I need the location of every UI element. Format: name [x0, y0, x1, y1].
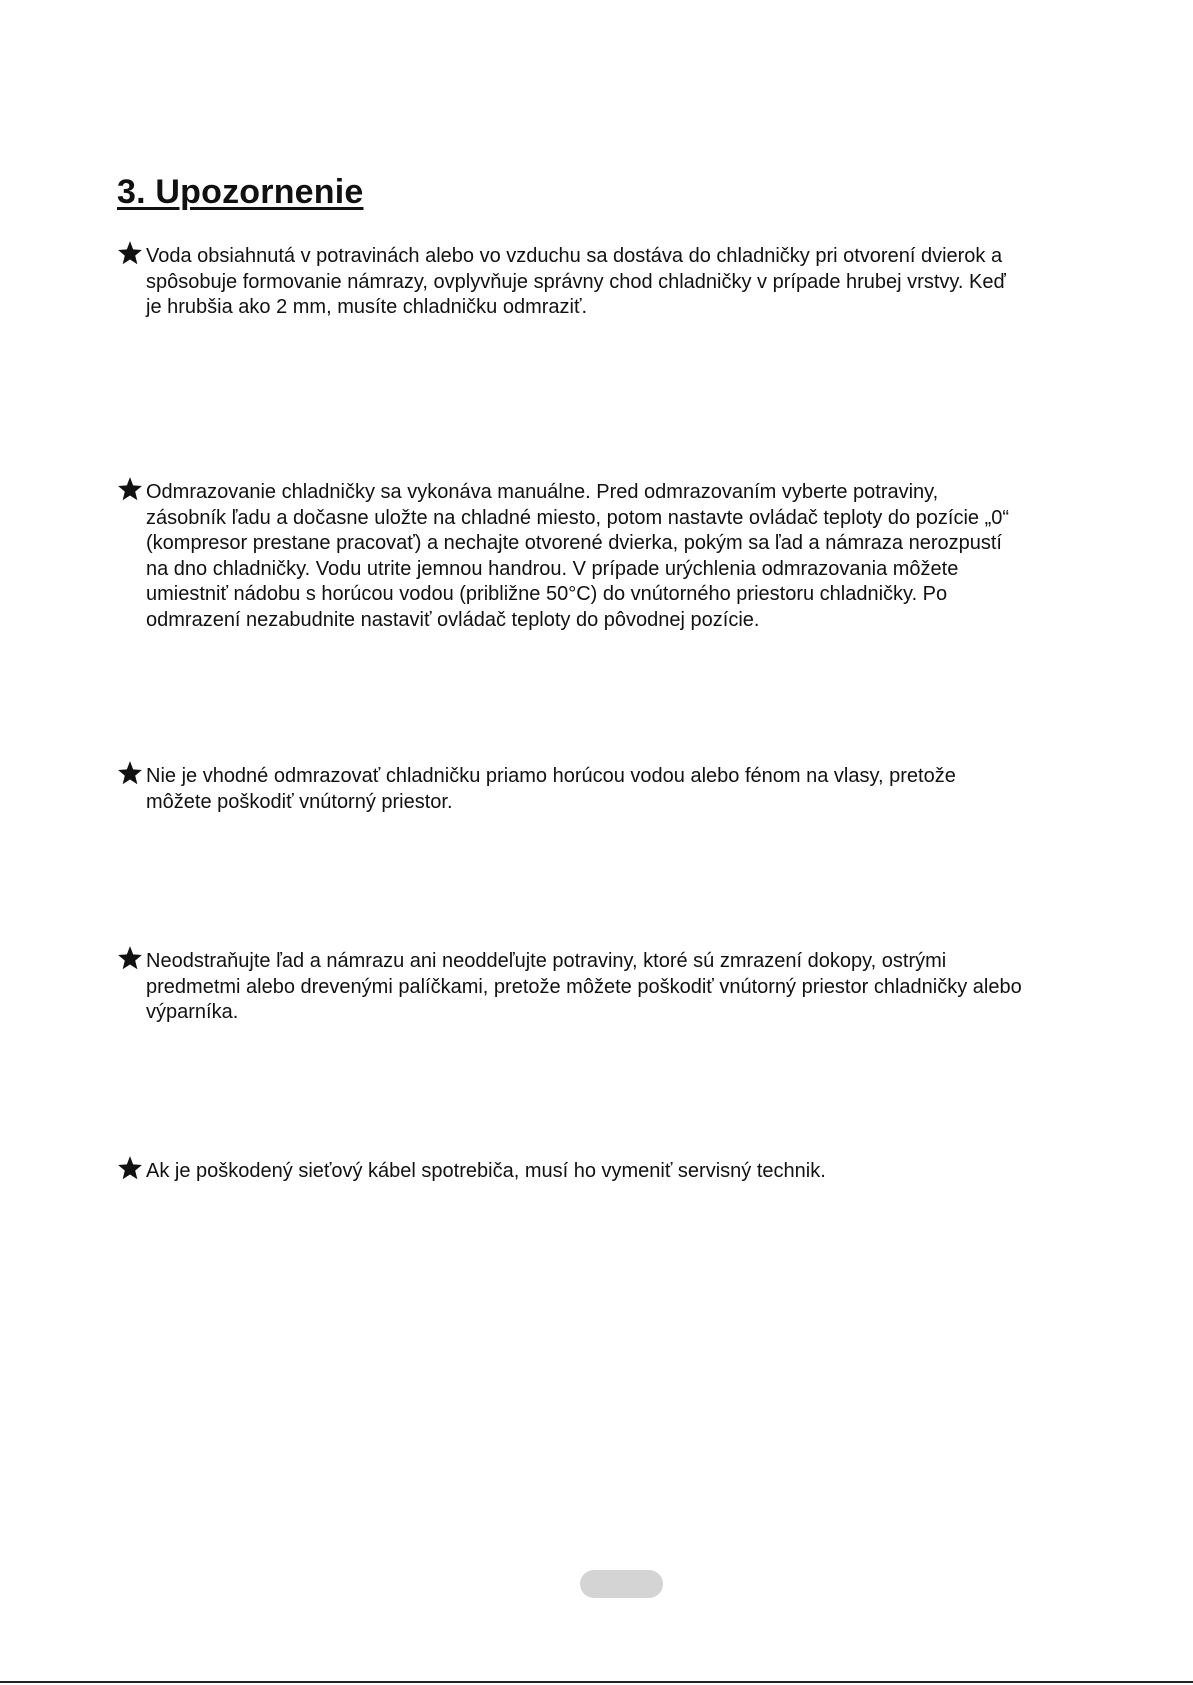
star-icon: [117, 1155, 143, 1181]
star-icon: [117, 760, 143, 786]
warning-item: [117, 949, 1082, 1026]
bottom-rule: [0, 1681, 1193, 1683]
star-icon: [117, 476, 143, 502]
warning-text: Odmrazovanie chladničky sa vykonáva manuálne. Pred odmrazovaním vyberte potraviny, zásobník ľadu a dočasne uložte na chladné miesto, potom nastavte ovládač teploty do pozície „0“ (kompresor prestane pracovať) a nechajte otvorené dvierka, pokým sa ľad a námraza nerozpustí na dno chladničky. Vodu utrite jemnou handrou. V prípade urýchlenia odmrazovania môžete umiestniť nádobu s horúcou vodou (približne 50°C) do vnútorného priestoru chladničky. Po odmrazení nezabudnite nastaviť ovládač teploty do pôvodnej pozície.: [146, 481, 1010, 631]
warning-item: [117, 480, 1082, 633]
warning-item: [117, 1159, 1082, 1185]
warning-text: Neodstraňujte ľad a námrazu ani neoddeľujte potraviny, ktoré sú zmrazení dokopy, ostrými predmetmi alebo drevenými palíčkami, pretože môžete poškodiť vnútorný priestor chladničky alebo výparníka.: [146, 950, 1022, 1023]
warning-item: [117, 244, 1082, 321]
warning-text: Nie je vhodné odmrazovať chladničku priamo horúcou vodou alebo fénom na vlasy, pretože môžete poškodiť vnútorný priestor.: [146, 765, 956, 813]
warning-text: Ak je poškodený sieťový kábel spotrebiča, musí ho vymeniť servisný technik.: [146, 1160, 826, 1182]
page-number-pill: [580, 1570, 663, 1598]
warning-text: Voda obsiahnutá v potravinách alebo vo vzduchu sa dostáva do chladničky pri otvorení dvierok a spôsobuje formovanie námrazy, ovplyvňuje správny chod chladničky v prípade hrubej vrstvy. Keď je hrubšia ako 2 mm, musíte chladničku odmraziť.: [146, 245, 1006, 318]
star-icon: [117, 945, 143, 971]
warning-item: [117, 764, 1082, 815]
star-icon: [117, 240, 143, 266]
page-title: 3. Upozornenie: [117, 173, 364, 211]
